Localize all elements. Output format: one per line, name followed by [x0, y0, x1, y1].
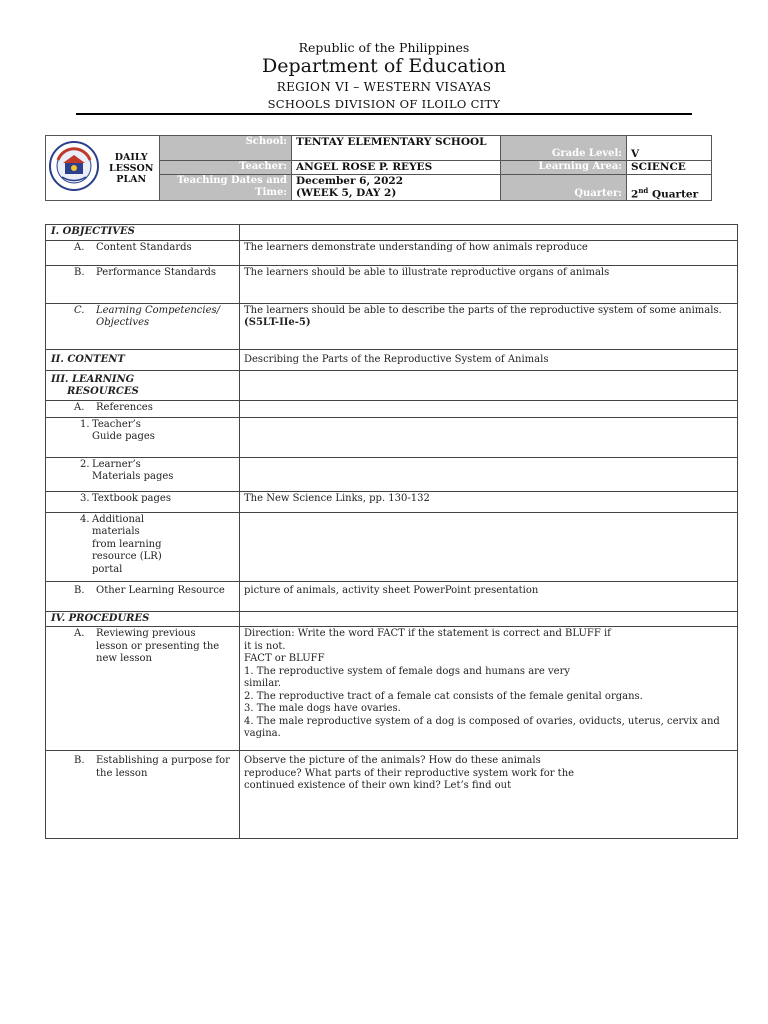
dates-label — [160, 175, 292, 201]
item-label: References — [96, 401, 153, 413]
resources-heading-line: RESOURCES — [67, 386, 139, 397]
objectives-heading: I. OBJECTIVES — [46, 225, 240, 241]
additional-materials-blank — [240, 512, 738, 581]
content-standards-label — [46, 240, 240, 265]
teachers-guide-label — [46, 417, 240, 457]
content-row — [46, 349, 738, 370]
content-standards-row — [46, 240, 738, 265]
purpose-value — [240, 751, 738, 839]
other-resource-value: picture of animals, activity sheet PowerPoint presentation — [240, 581, 738, 611]
item-label-line: the lesson — [96, 767, 148, 779]
activity-line: 4. The male reproductive system of a dog is composed of ovaries, oviducts, uterus, cervix and vagina. — [244, 715, 720, 739]
republic-line: Republic of the Philippines — [298, 40, 470, 55]
quarter-word: Quarter — [648, 188, 699, 200]
additional-materials-row — [46, 512, 738, 581]
performance-standards-value: The learners should be able to illustrate reproductive organs of animals — [240, 265, 738, 303]
competencies-row — [46, 303, 738, 349]
procedures-heading: IV. PROCEDURES — [46, 611, 240, 627]
dates-value-line: (WEEK 5, DAY 2) — [296, 187, 397, 199]
learners-materials-row — [46, 457, 738, 491]
item-label-line: Establishing a purpose for — [96, 755, 230, 766]
plan-title — [104, 136, 160, 201]
item-label-line: Learning Competencies/ — [96, 304, 221, 316]
purpose-line: continued existence of their own kind? Let’s find out — [244, 780, 512, 791]
activity-line: FACT or BLUFF — [244, 653, 325, 664]
textbook-label — [46, 491, 240, 512]
content-heading: II. CONTENT — [46, 349, 240, 370]
item-label — [96, 755, 230, 780]
area-label: Learning Area: — [501, 161, 627, 175]
activity-line: Direction: Write the word FACT if the statement is correct and BLUFF if — [244, 628, 611, 639]
resources-heading-line: III. LEARNING — [51, 373, 135, 385]
item-label-line: Reviewing previous — [96, 628, 196, 639]
purpose-row — [46, 751, 738, 839]
quarter-suffix: nd — [638, 185, 649, 195]
department-title: Department of Education — [262, 55, 506, 77]
dates-value-line: December 6, 2022 — [296, 175, 404, 187]
plan-title-line: DAILY — [114, 151, 148, 163]
objectives-row — [46, 225, 738, 241]
competencies-value — [240, 303, 738, 349]
grade-value: V — [627, 136, 712, 161]
reviewing-value — [240, 627, 738, 751]
resources-blank — [240, 370, 738, 400]
textbook-row — [46, 491, 738, 512]
item-marker: A. — [74, 241, 85, 253]
content-standards-value: The learners demonstrate understanding of how animals reproduce — [240, 240, 738, 265]
item-label-line: Learner’s — [92, 458, 141, 470]
item-label-line: new lesson — [96, 653, 152, 664]
lesson-plan-table — [45, 224, 738, 839]
division-line: SCHOOLS DIVISION OF ILOILO CITY — [267, 97, 501, 111]
grade-label: Grade Level: — [501, 136, 627, 161]
item-label — [92, 419, 155, 444]
teachers-guide-row — [46, 417, 738, 457]
item-label: Other Learning Resource — [96, 584, 225, 596]
other-resource-label — [46, 581, 240, 611]
procedures-row — [46, 611, 738, 627]
textbook-value: The New Science Links, pp. 130-132 — [240, 491, 738, 512]
deped-seal-icon — [48, 140, 100, 192]
item-marker: A. — [74, 628, 85, 639]
activity-line: 2. The reproductive tract of a female cat consists of the female genital organs. — [244, 690, 643, 702]
item-label-line: resource (LR) — [92, 551, 162, 562]
performance-standards-row — [46, 265, 738, 303]
resources-heading — [46, 370, 240, 400]
item-label: Content Standards — [96, 241, 192, 253]
info-table — [45, 135, 712, 201]
references-row — [46, 400, 738, 417]
references-blank — [240, 400, 738, 417]
activity-line: similar. — [244, 678, 282, 689]
item-marker: 4. — [80, 513, 90, 525]
purpose-label — [46, 751, 240, 839]
item-label-line: portal — [92, 563, 123, 575]
header-rule — [76, 113, 692, 115]
item-marker: B. — [74, 755, 85, 766]
additional-materials-label — [46, 512, 240, 581]
competencies-label — [46, 303, 240, 349]
item-marker: B. — [74, 266, 85, 278]
resources-row — [46, 370, 738, 400]
learners-materials-label — [46, 457, 240, 491]
teacher-label: Teacher: — [160, 161, 292, 175]
competencies-text: The learners should be able to describe the parts of the reproductive system of some animals. — [244, 304, 722, 316]
dates-label-line: Time: — [255, 187, 287, 198]
competency-code: (S5LT-IIe-5) — [244, 317, 311, 328]
item-marker: 2. — [80, 458, 90, 470]
region-line: REGION VI – WESTERN VISAYAS — [276, 80, 492, 94]
reviewing-row — [46, 627, 738, 751]
item-label: Performance Standards — [96, 266, 217, 278]
reviewing-label — [46, 627, 240, 751]
item-marker: A. — [74, 401, 85, 413]
teacher-value: ANGEL ROSE P. REYES — [292, 161, 501, 175]
item-label — [92, 514, 162, 577]
quarter-value — [627, 175, 712, 201]
area-value: SCIENCE — [627, 161, 712, 175]
plan-title-line: PLAN — [116, 173, 147, 185]
activity-line: 1. The reproductive system of female dogs and humans are very — [244, 665, 571, 677]
school-label: School: — [160, 136, 292, 161]
activity-line: 3. The male dogs have ovaries. — [244, 703, 401, 714]
item-label — [96, 628, 219, 666]
item-label — [96, 305, 220, 330]
references-label — [46, 400, 240, 417]
deped-seal — [46, 136, 104, 201]
content-value: Describing the Parts of the Reproductive System of Animals — [240, 349, 738, 370]
item-marker: B. — [74, 584, 85, 596]
item-label-line: Materials pages — [92, 471, 174, 482]
plan-title-line: LESSON — [109, 162, 154, 174]
purpose-line: Observe the picture of the animals? How do these animals — [244, 755, 541, 766]
activity-line: it is not. — [244, 640, 286, 652]
other-resource-row — [46, 581, 738, 611]
item-marker: 1. — [80, 418, 90, 430]
performance-standards-label — [46, 265, 240, 303]
item-label-line: lesson or presenting the — [96, 640, 220, 652]
item-label-line: Teacher’s — [92, 418, 141, 430]
purpose-line: reproduce? What parts of their reproductive system work for the — [244, 767, 575, 779]
item-label-line: from learning — [92, 538, 162, 550]
item-label-line: Additional — [92, 513, 145, 525]
item-label: Textbook pages — [92, 492, 171, 504]
teachers-guide-blank — [240, 417, 738, 457]
item-label-line: Objectives — [96, 317, 150, 328]
objectives-blank — [240, 225, 738, 241]
quarter-label: Quarter: — [501, 175, 627, 201]
item-marker: 3. — [80, 492, 90, 504]
item-label-line: materials — [92, 526, 140, 537]
procedures-blank — [240, 611, 738, 627]
dates-label-line: Teaching Dates and — [176, 175, 287, 186]
dates-value — [292, 175, 501, 201]
item-marker: C. — [74, 304, 85, 316]
learners-materials-blank — [240, 457, 738, 491]
quarter-number: 2 — [631, 188, 639, 200]
item-label-line: Guide pages — [92, 431, 155, 442]
school-value: TENTAY ELEMENTARY SCHOOL — [292, 136, 501, 161]
item-label — [92, 459, 173, 484]
